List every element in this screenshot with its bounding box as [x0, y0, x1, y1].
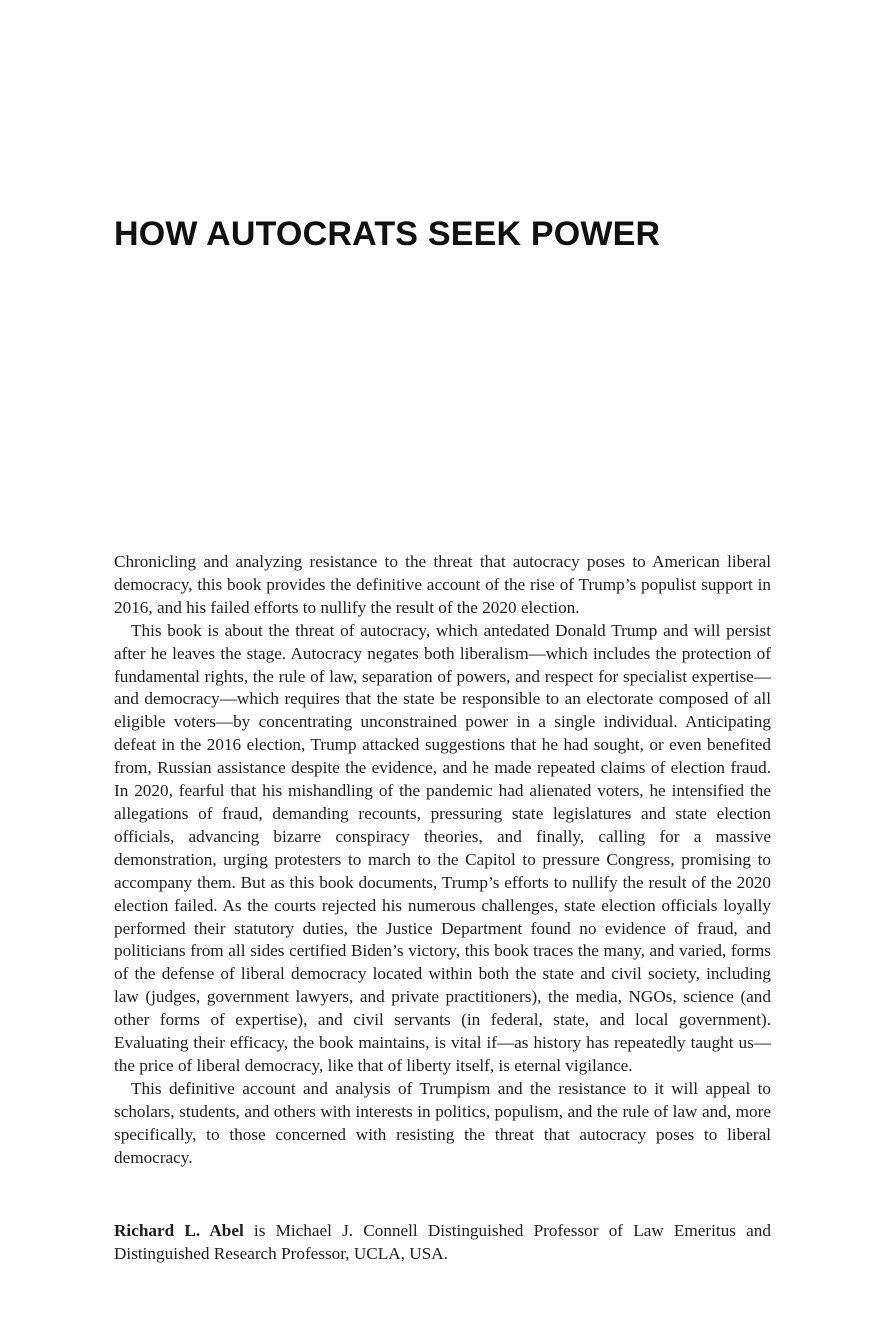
author-name: Richard L. Abel [114, 1221, 244, 1240]
book-description [114, 551, 771, 1169]
book-title: HOW AUTOCRATS SEEK POWER [114, 215, 661, 253]
description-paragraph: This book is about the threat of autocracy, which antedated Donald Trump and will persist after he leaves the stage. Autocracy negates both liberalism—which includes the protection of fundamental rights, the rule of law, separation of powers, and respect for specialist expertise—and democracy—which requires that the state be responsible to an electorate composed of all eligible voters—by concentrating unconstrained power in a single individual. Anticipating defeat in the 2016 election, Trump attacked suggestions that he had sought, or even benefited from, Russian assistance despite the evidence, and he made repeated claims of election fraud. In 2020, fearful that his mishandling of the pandemic had alienated voters, he intensified the allegations of fraud, demanding recounts, pressuring state legislatures and state election officials, advancing bizarre conspiracy theories, and finally, calling for a massive demonstration, urging protesters to march to the Capitol to pressure Congress, promising to accompany them. But as this book documents, Trump’s efforts to nullify the result of the 2020 election failed. As the courts rejected his numerous challenges, state election officials loyally performed their statutory duties, the Justice Department found no evidence of fraud, and politicians from all sides certified Biden’s victory, this book traces the many, and varied, forms of the defense of liberal democracy located within both the state and civil society, including law (judges, government lawyers, and private practitioners), the media, NGOs, science (and other forms of expertise), and civil servants (in federal, state, and local government). Evaluating their efficacy, the book maintains, is vital if—as history has repeatedly taught us—the price of liberal democracy, like that of liberty itself, is eternal vigilance. [114, 620, 771, 1075]
description-paragraph: Chronicling and analyzing resistance to the threat that autocracy poses to American liberal democracy, this book provides the definitive account of the rise of Trump’s populist support in 2016, and his failed efforts to nullify the result of the 2020 election. [114, 552, 771, 617]
description-paragraph: This definitive account and analysis of Trumpism and the resistance to it will appeal to scholars, students, and others with interests in politics, populism, and the rule of law and, more specifically, to those concerned with resisting the threat that autocracy poses to liberal democracy. [114, 1078, 771, 1167]
author-bio [114, 1220, 771, 1266]
author-bio-text: is Michael J. Connell Distinguished Professor of Law Emeritus and Distinguished Research Professor, UCLA, USA. [114, 1221, 771, 1263]
